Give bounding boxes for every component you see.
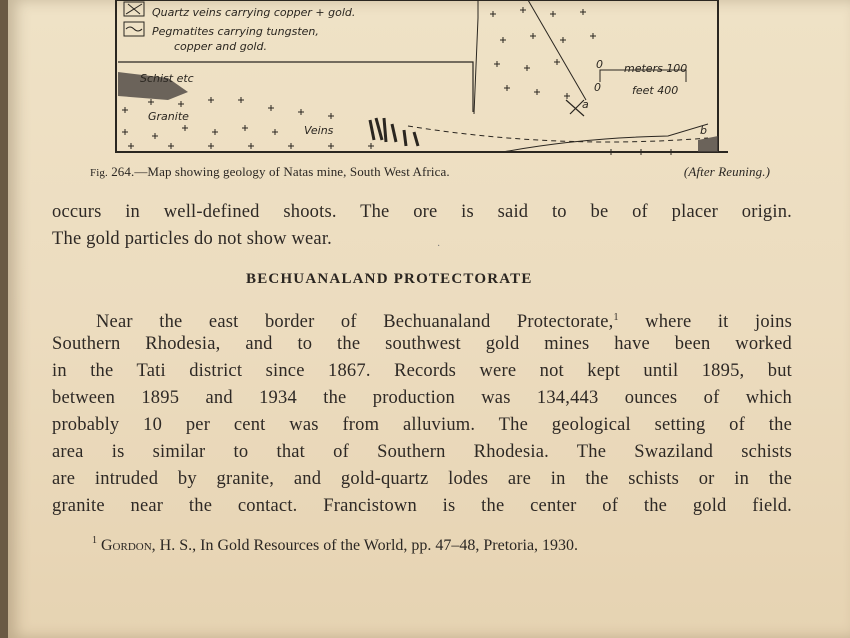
legend-pegmatites-label: Pegmatites carrying tungsten, <box>152 25 319 38</box>
paragraph-bechuanaland <box>52 304 792 520</box>
paragraph-placer-origin <box>52 199 792 253</box>
text-line: between 1895 and 1934 the production was 134,443 ounces of which <box>52 388 792 408</box>
geology-map-figure <box>108 0 728 162</box>
text-line: area is similar to that of Southern Rhodesia. The Swaziland schists <box>52 442 792 462</box>
caption-fig-prefix: Fig. <box>90 167 108 179</box>
schist-label: Schist etc <box>140 72 194 85</box>
footnote-mark: 1 <box>92 535 97 546</box>
granite-label: Granite <box>148 110 189 123</box>
legend-quartz-label: Quartz veins carrying copper + gold. <box>152 6 356 19</box>
stray-mark: · <box>437 241 441 252</box>
section-end-a-label: a <box>582 98 589 111</box>
footnote-text: , H. S., In Gold Resources of the World, pp. 47–48, Pretoria, 1930. <box>151 537 579 554</box>
text-line: The gold particles do not show wear. <box>52 229 333 249</box>
veins-label: Veins <box>304 124 334 137</box>
scale-zero-meters-label: 0 <box>596 58 603 71</box>
legend-pegmatites-label-2: copper and gold. <box>174 40 267 53</box>
text-line: probably 10 per cent was from alluvium. The geological setting of the <box>52 415 792 435</box>
geology-map-drawing <box>108 0 728 162</box>
scale-feet-label: feet 400 <box>632 84 679 97</box>
text-line <box>52 304 792 331</box>
scale-meters-label: meters 100 <box>624 62 688 75</box>
text-line: in the Tati district since 1867. Records were not kept until 1895, but <box>52 361 792 381</box>
text-line: granite near the contact. Francistown is the center of the gold field. <box>52 496 792 516</box>
footnote <box>92 535 578 555</box>
text-line: occurs in well-defined shoots. The ore is said to be of placer origin. <box>52 202 792 222</box>
caption-credit: (After Reuning.) <box>683 164 770 179</box>
footnote-reference[interactable]: 1 <box>613 312 619 323</box>
section-heading: BECHUANALAND PROTECTORATE <box>246 271 533 287</box>
scale-zero-feet-label: 0 <box>594 81 601 94</box>
section-end-b-label: b <box>700 124 707 137</box>
book-page <box>8 0 850 638</box>
footnote-author: Gordon <box>101 537 152 554</box>
text-line: are intruded by granite, and gold-quartz lodes are in the schists or in the <box>52 469 792 489</box>
text-line: Southern Rhodesia, and to the southwest gold mines have been worked <box>52 334 792 354</box>
figure-caption <box>90 164 770 180</box>
text-line-part: Near the east border of Bechuanaland Protectorate, <box>96 312 614 332</box>
text-line-part: where it joins <box>618 312 792 332</box>
caption-text: 264.—Map showing geology of Natas mine, South West Africa. <box>111 164 450 179</box>
